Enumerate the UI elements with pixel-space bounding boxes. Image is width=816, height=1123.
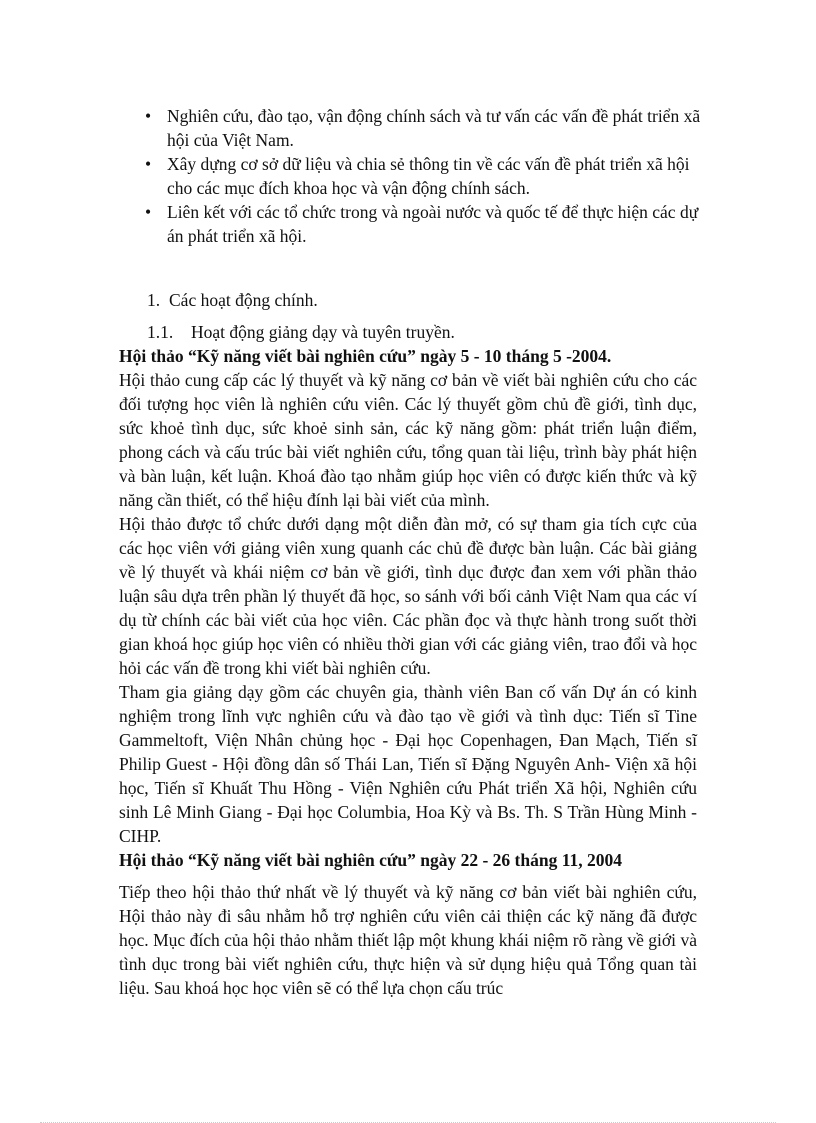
workshop2-paragraph-1: Tiếp theo hội thảo thứ nhất về lý thuyết và kỹ năng cơ bản viết bài nghiên cứu, Hội thảo này đi sâu nhằm hỗ trợ nghiên cứu viên cải thiện các kỹ năng đã được học. Mục đích của hội thảo nhằm thiết lập một khung khái niệm rõ ràng về giới và tình dục trong bài viết nghiên cứu, thực hiện và sử dụng hiệu quả Tổng quan tài liệu. Sau khoá học học viên sẽ có thể lựa chọn cấu trúc	[119, 882, 697, 998]
workshop1-paragraph-3: Tham gia giảng dạy gồm các chuyên gia, thành viên Ban cố vấn Dự án có kinh nghiệm trong lĩnh vực nghiên cứu và đào tạo về giới và tình dục: Tiến sĩ Tine Gammeltoft, Viện Nhân chủng học - Đại học Copenhagen, Đan Mạch, Tiến sĩ Philip Guest - Hội đồng dân số Thái Lan, Tiến sĩ Đặng Nguyên Anh- Viện xã hội học, Tiến sĩ Khuất Thu Hồng - Viện Nghiên cứu Phát triển Xã hội, Nghiên cứu sinh Lê Minh Giang - Đại học Columbia, Hoa Kỳ và Bs. Th. S Trần Hùng Minh - CIHP.	[119, 682, 697, 846]
workshop1-paragraph-2: Hội thảo được tổ chức dưới dạng một diễn đàn mở, có sự tham gia tích cực của các học viên với giảng viên xung quanh các chủ đề được bàn luận. Các bài giảng về lý thuyết và khái niệm cơ bản về giới, tình dục được đan xem với phần thảo luận sâu dựa trên phần lý thuyết đã học, so sánh với bối cảnh Việt Nam qua các ví dụ từ chính các bài viết của học viên. Các phần đọc và thực hành trong suốt thời gian khoá học giúp học viên có nhiều thời gian với các giảng viên, trao đổi và học hỏi các vấn đề trong khi viết bài nghiên cứu.	[119, 514, 697, 678]
subsection-number: 1.1.	[147, 322, 174, 342]
list-item	[145, 200, 705, 248]
list-item-text: Xây dựng cơ sở dữ liệu và chia sẻ thông tin về các vấn đề phát triển xã hội cho các mục đích khoa học và vận động chính sách.	[167, 154, 690, 198]
section-title: Các hoạt động chính.	[169, 290, 318, 310]
workshop1-block	[119, 344, 697, 848]
section-number: 1.	[147, 290, 161, 310]
objectives-list	[145, 104, 705, 248]
workshop1-paragraph-1: Hội thảo cung cấp các lý thuyết và kỹ năng cơ bản về viết bài nghiên cứu cho các đối tượng học viên là nghiên cứu viên. Các lý thuyết gồm chủ đề giới, tình dục, sức khoẻ tình dục, sức khoẻ sinh sản, các kỹ năng gồm: phát triển luận điểm, phong cách và cấu trúc bài viết nghiên cứu, tổng quan tài liệu, trình bày phát hiện và bàn luận, kết luận. Khoá đào tạo nhằm giúp học viên có được kiến thức và kỹ năng cần thiết, có thể hiệu đính lại bài viết của mình.	[119, 370, 697, 510]
workshop2-block	[119, 848, 697, 1000]
list-item	[145, 152, 705, 200]
bullet-icon: •	[145, 106, 152, 126]
bullet-icon: •	[145, 154, 152, 174]
section-heading	[147, 288, 318, 312]
subsection-heading	[147, 320, 455, 344]
subsection-title: Hoạt động giảng dạy và tuyên truyền.	[191, 322, 455, 342]
list-item	[145, 104, 705, 152]
list-item-text: Liên kết với các tổ chức trong và ngoài nước và quốc tế để thực hiện các dự án phát triển xã hội.	[167, 202, 699, 246]
workshop1-heading: Hội thảo “Kỹ năng viết bài nghiên cứu” ngày 5 - 10 tháng 5 -2004.	[119, 346, 612, 366]
list-item-text: Nghiên cứu, đào tạo, vận động chính sách và tư vấn các vấn đề phát triển xã hội của Việt Nam.	[167, 106, 701, 150]
workshop2-heading: Hội thảo “Kỹ năng viết bài nghiên cứu” ngày 22 - 26 tháng 11, 2004	[119, 850, 623, 870]
bullet-icon: •	[145, 202, 152, 222]
